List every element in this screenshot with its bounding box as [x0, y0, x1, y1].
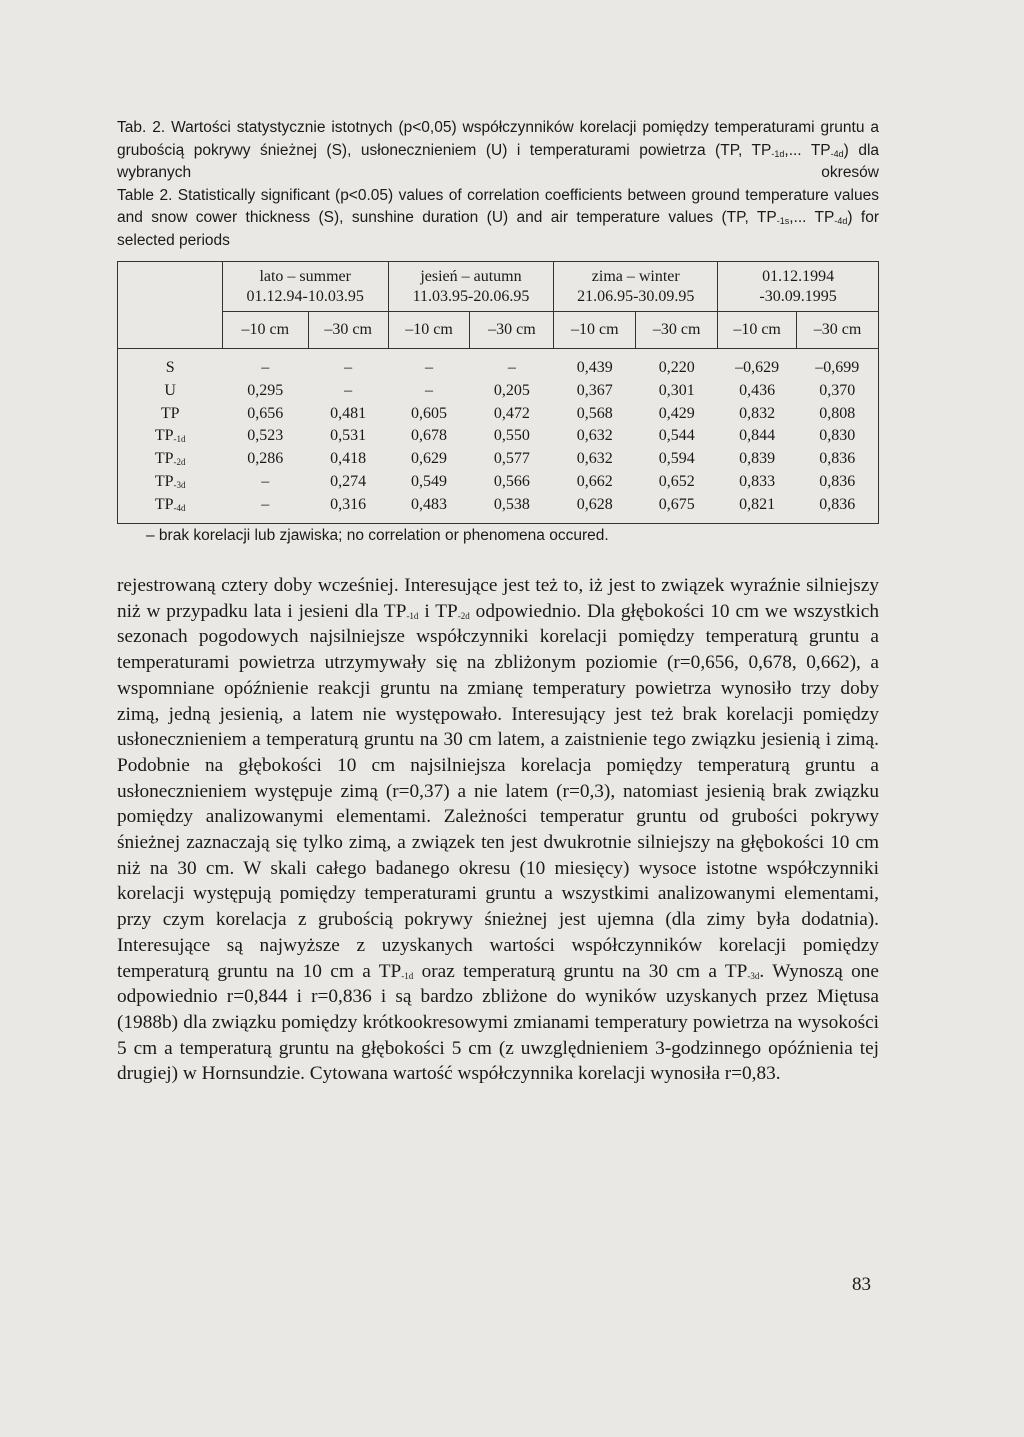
- table-cell: 0,439: [576, 359, 613, 376]
- table-cell: –: [222, 494, 308, 523]
- period-dates: -30.09.1995: [759, 287, 837, 305]
- period-name: zima – winter: [591, 267, 680, 285]
- table-cell: –: [261, 359, 270, 376]
- table-cell: 0,523: [247, 427, 284, 445]
- table-cell: –0,699: [797, 349, 879, 380]
- period-header: [554, 262, 718, 312]
- period-header: [388, 262, 554, 312]
- table-footnote: – brak korelacji lub zjawiska; no correlation or phenomena occured.: [146, 527, 609, 544]
- table-cell: 0,662: [576, 472, 613, 490]
- period-dates: 21.06.95-30.09.95: [577, 287, 695, 305]
- depth-header: –10 cm: [718, 312, 797, 349]
- body-text: [117, 573, 879, 1087]
- depth-header: –30 cm: [470, 312, 554, 349]
- table-cell: 0,836: [797, 471, 879, 494]
- period-dates: 01.12.94-10.03.95: [246, 287, 364, 305]
- table-cell: 0,678: [411, 427, 448, 445]
- table-cell: 0,577: [493, 450, 530, 468]
- table-cell: 0,656: [247, 404, 284, 422]
- table-cell: 0,566: [493, 472, 530, 490]
- table-cell: 0,418: [330, 450, 367, 468]
- table-cell: 0,832: [739, 404, 776, 422]
- table-row: [118, 448, 879, 471]
- table-cell: 0,836: [797, 448, 879, 471]
- table-cell: 0,836: [797, 494, 879, 523]
- period-name: jesień – autumn: [420, 267, 522, 285]
- correlation-table: [117, 261, 879, 524]
- table-cell: 0,538: [470, 494, 554, 523]
- table-cell: 0,605: [411, 404, 448, 422]
- table-cell: 0,568: [576, 404, 613, 422]
- period-dates: 11.03.95-20.06.95: [412, 287, 530, 305]
- period-name: lato – summer: [259, 267, 351, 285]
- table-cell: 0,220: [658, 359, 695, 376]
- table-cell: 0,833: [739, 472, 776, 490]
- table-cell: 0,652: [658, 472, 695, 490]
- table-row: [118, 425, 879, 448]
- caption-polish: Tab. 2. Wartości statystycznie istotnych (p<0,05) współczynników korelacji pomiędzy temperaturami gruntu a grubością pokrywy śnieżnej (S), usłonecznieniem (U) i temperaturami powietrza (TP, $TP_{-1d}$,... $TP_{-4d}$) dla wybranych okresów: [117, 119, 880, 182]
- table-cell: 0,301: [658, 381, 695, 399]
- table-cell: 0,429: [658, 404, 695, 422]
- row-label: S: [118, 349, 223, 380]
- table-cell: 0,370: [797, 380, 879, 403]
- depth-header: –10 cm: [554, 312, 636, 349]
- table-cell: –: [507, 359, 516, 376]
- table-cell: 0,549: [411, 472, 448, 490]
- caption-english: Table 2. Statistically significant (p<0.05) values of correlation coefficients between ground temperature values and snow cower thickness (S), sunshine duration (U) and air temperature values (TP, $TP_{-1s}$,... $TP_{-4d}$) for selected periods: [117, 186, 880, 249]
- table-row: [118, 471, 879, 494]
- table-cell: –: [261, 472, 270, 490]
- table-caption: [117, 117, 879, 253]
- row-label: $TP_{-4d}$: [118, 494, 223, 523]
- row-label: U: [118, 380, 223, 403]
- table-corner-cell: [118, 262, 223, 349]
- depth-header: –30 cm: [797, 312, 879, 349]
- table-row: [118, 349, 879, 380]
- body-paragraph: rejestrowaną cztery doby wcześniej. Interesujące jest też to, iż jest to związek wyraźnie silniejszy niż w przypadku lata i jesieni dla $TP_{-1d}$ i $TP_{-2d}$ odpowiednio. Dla głębokości 10 cm we wszystkich sezonach pogodowych najsilniejsze współczynniki korelacji pomiędzy temperaturą gruntu a temperaturami powietrza utrzymywały się na zbliżonym poziomie (r=0,656, 0,678, 0,662), a wspomniane opóźnienie reakcji gruntu na zmianę temperatury powietrza wynosiło trzy doby zimą, jedną jesienią, a latem nie występowało. Interesujący jest też brak korelacji pomiędzy usłonecznieniem a temperaturą gruntu na 30 cm latem, a zaistnienie tego związku jesienią i zimą. Podobnie na głębokości 10 cm najsilniejsza korelacja pomiędzy temperaturą gruntu a usłonecznieniem występuje zimą (r=0,37) a nie latem (r=0,3), natomiast jesienią brak związku pomiędzy analizowanymi elementami. Zależności temperatur gruntu od grubości pokrywy śnieżnej zaznaczają się tylko zimą, a związek ten jest dwukrotnie silniejszy na głębokości 10 cm niż na 30 cm. W skali całego badanego okresu (10 miesięcy) wysoce istotne współczynniki korelacji występują pomiędzy temperaturami gruntu a wszystkimi analizowanymi elementami, przy czym korelacja z grubością pokrywy śnieżnej jest ujemna (dla zimy była dodatnia). Interesujące są najwyższe z uzyskanych wartości współczynników korelacji pomiędzy temperaturą gruntu na 10 cm a $TP_{-1d}$ oraz temperaturą gruntu na 30 cm a $TP_{-3d}$. Wynoszą one odpowiednio r=0,844 i r=0,836 i są bardzo zbliżone do wyników uzyskanych przez Miętusa (1988b) dla związku pomiędzy krótkookresowymi zmianami temperatury powietrza na wysokości 5 cm a temperaturą gruntu na głębokości 5 cm (z uwzględnieniem 3-godzinnego opóźnienia tej drugiej) w Hornsundzie. Cytowana wartość współczynnika korelacji wynosiła r=0,83.: [117, 575, 879, 1085]
- page-number: 83: [852, 1274, 871, 1295]
- table-row: [118, 494, 879, 523]
- table-cell: 0,531: [330, 427, 367, 445]
- table-cell: 0,295: [247, 381, 284, 399]
- depth-header: –30 cm: [636, 312, 718, 349]
- row-label: $TP_{-3d}$: [118, 471, 223, 494]
- table-cell: 0,286: [247, 450, 284, 468]
- table-cell: –0,629: [735, 359, 780, 376]
- table-cell: 0,316: [308, 494, 388, 523]
- row-label: $TP_{-2d}$: [118, 448, 223, 471]
- table-cell: 0,205: [493, 381, 530, 399]
- depth-header: –10 cm: [222, 312, 308, 349]
- table-cell: 0,632: [576, 427, 613, 445]
- table-cell: 0,436: [739, 381, 776, 399]
- table-cell: 0,483: [388, 494, 470, 523]
- table-cell: –: [425, 381, 434, 399]
- table-cell: 0,632: [576, 450, 613, 468]
- table-row: [118, 380, 879, 403]
- table-cell: 0,808: [797, 403, 879, 426]
- period-header: [718, 262, 879, 312]
- table-cell: 0,675: [636, 494, 718, 523]
- table-cell: 0,839: [739, 450, 776, 468]
- table-cell: 0,830: [797, 425, 879, 448]
- period-name: 01.12.1994: [762, 267, 835, 285]
- table-cell: –: [344, 359, 353, 376]
- depth-header: –30 cm: [308, 312, 388, 349]
- period-header: [222, 262, 388, 312]
- table-cell: 0,544: [658, 427, 695, 445]
- table-cell: 0,821: [718, 494, 797, 523]
- row-label: $TP_{-1d}$: [118, 425, 223, 448]
- table-row: [118, 403, 879, 426]
- table-cell: 0,367: [576, 381, 613, 399]
- row-label: TP: [118, 403, 223, 426]
- table-cell: 0,481: [330, 404, 367, 422]
- table-cell: 0,629: [411, 450, 448, 468]
- table-cell: 0,550: [493, 427, 530, 445]
- table-cell: 0,594: [658, 450, 695, 468]
- table-cell: –: [425, 359, 434, 376]
- table-cell: 0,844: [739, 427, 776, 445]
- table-cell: 0,274: [330, 472, 367, 490]
- table-cell: 0,628: [554, 494, 636, 523]
- table-cell: 0,472: [493, 404, 530, 422]
- depth-header: –10 cm: [388, 312, 470, 349]
- table-cell: –: [344, 381, 353, 399]
